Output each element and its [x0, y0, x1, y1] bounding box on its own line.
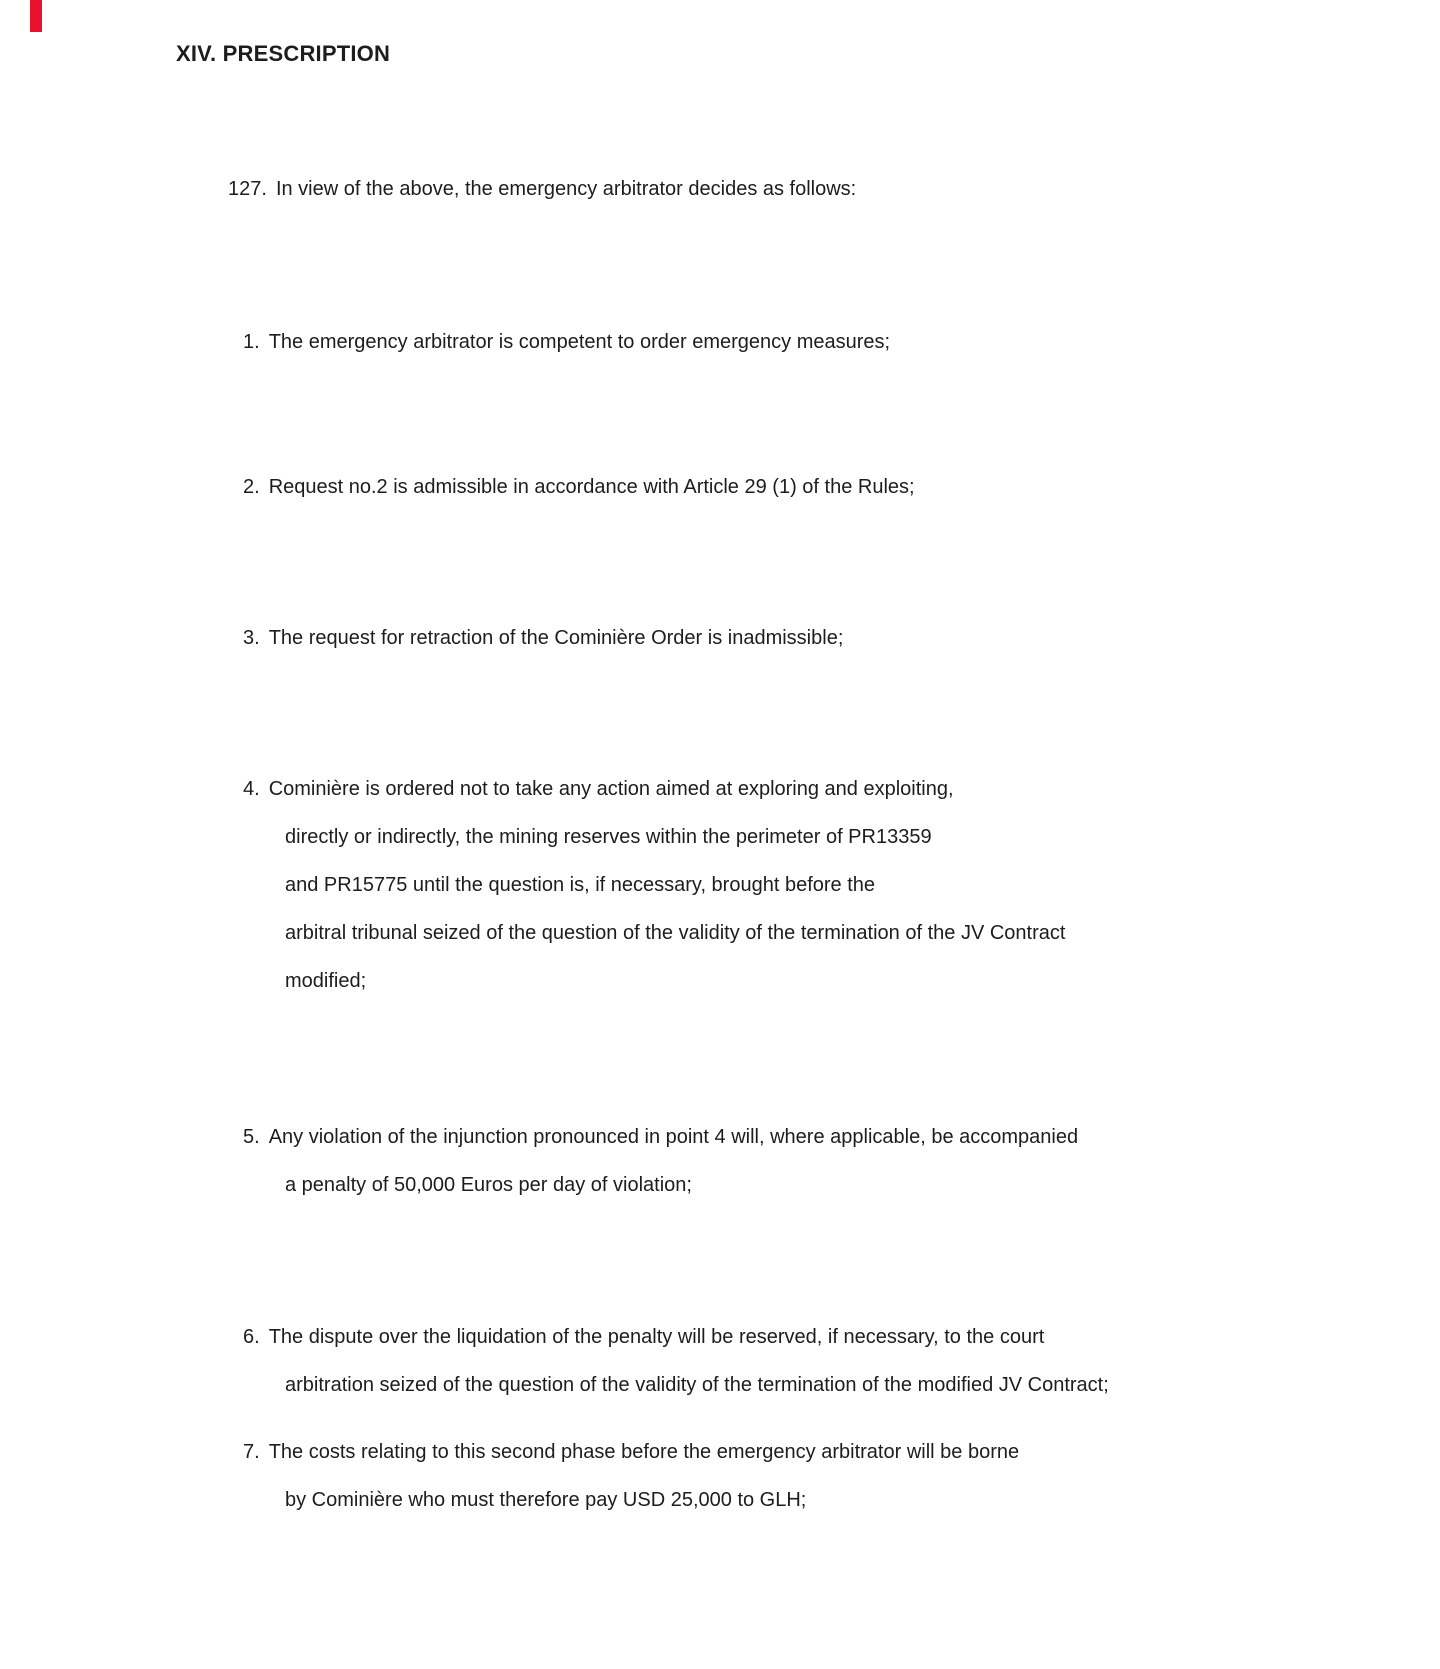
list-item-text: The request for retraction of the Cominière Order is inadmissible; [268, 627, 844, 649]
list-item-text: The emergency arbitrator is competent to order emergency measures; [268, 331, 891, 353]
decision-item-1 [243, 330, 890, 354]
list-number: 4. [243, 778, 260, 800]
decision-item-4-line-1 [243, 777, 954, 801]
decision-item-3 [243, 626, 843, 650]
decision-item-4-line-4: arbitral tribunal seized of the question of the validity of the termination of the JV Contract [285, 922, 1066, 944]
decision-item-4-line-3: and PR15775 until the question is, if necessary, brought before the [285, 874, 876, 896]
decision-item-5-line-1 [243, 1125, 1078, 1149]
list-item-text: Cominière is ordered not to take any action aimed at exploring and exploiting, [268, 778, 954, 800]
list-item-text: The costs relating to this second phase before the emergency arbitrator will be borne [268, 1441, 1020, 1463]
decision-item-6-line-1 [243, 1325, 1044, 1349]
list-item-text: The dispute over the liquidation of the penalty will be reserved, if necessary, to the court [268, 1326, 1045, 1348]
paragraph-text: In view of the above, the emergency arbitrator decides as follows: [275, 178, 857, 200]
list-number: 7. [243, 1441, 260, 1463]
decision-item-4-line-5: modified; [285, 970, 367, 992]
decision-item-7-line-1 [243, 1440, 1019, 1464]
decision-item-5-line-2: a penalty of 50,000 Euros per day of violation; [285, 1174, 692, 1196]
paragraph-127 [228, 177, 856, 201]
list-number: 3. [243, 627, 260, 649]
list-number: 6. [243, 1326, 260, 1348]
list-item-text: Request no.2 is admissible in accordance with Article 29 (1) of the Rules; [268, 476, 915, 498]
section-heading: XIV. PRESCRIPTION [176, 41, 391, 66]
paragraph-number: 127. [228, 178, 267, 200]
decision-item-2 [243, 475, 915, 499]
red-annotation-mark [30, 0, 42, 32]
list-number: 2. [243, 476, 260, 498]
decision-item-7-line-2: by Cominière who must therefore pay USD 25,000 to GLH; [285, 1489, 807, 1511]
list-number: 5. [243, 1126, 260, 1148]
list-number: 1. [243, 331, 260, 353]
decision-item-4-line-2: directly or indirectly, the mining reserves within the perimeter of PR13359 [285, 826, 932, 848]
decision-item-6-line-2: arbitration seized of the question of the validity of the termination of the modified JV Contract; [285, 1374, 1109, 1396]
list-item-text: Any violation of the injunction pronounced in point 4 will, where applicable, be accompanied [268, 1126, 1079, 1148]
